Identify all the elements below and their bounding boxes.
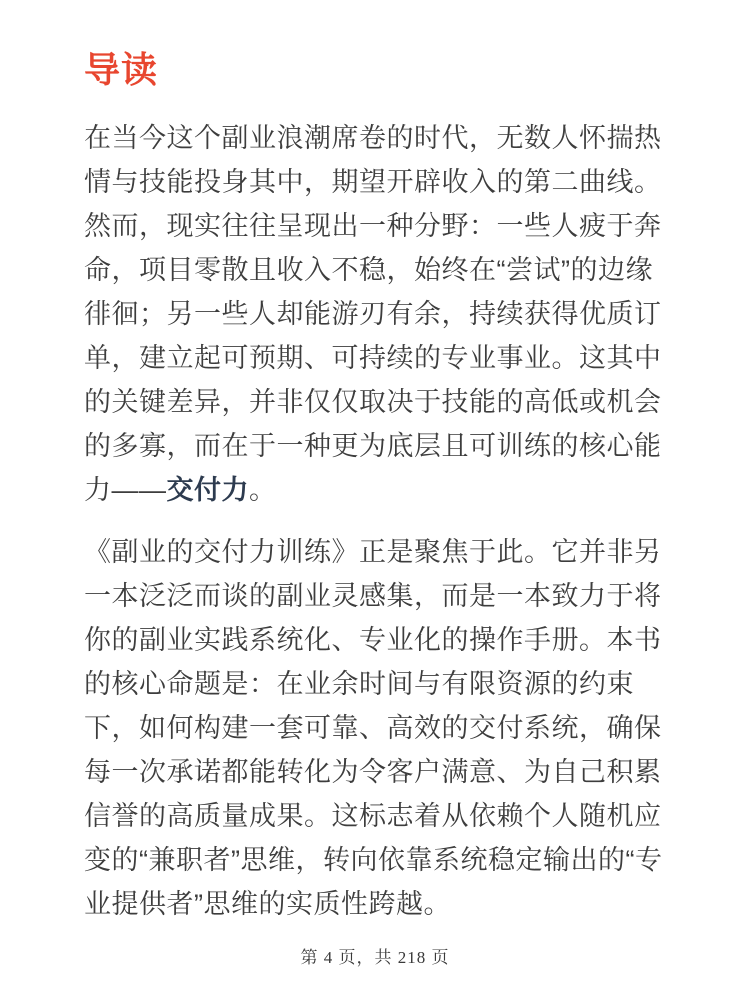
key-term-bold: 交付力: [166, 474, 249, 505]
paragraph-1-ending: 。: [249, 474, 277, 505]
page-title: 导读: [84, 49, 159, 90]
paragraph-1-text: 在当今这个副业浪潮席卷的时代，无数人怀揣热情与技能投身其中，期望开辟收入的第二曲线。然而，现实往往呈现出一种分野：一些人疲于奔命，项目零散且收入不稳，始终在“尝试”的边缘徘徊；另一些人却能游刃有余，持续获得优质订单，建立起可预期、可持续的专业事业。这其中的关键差异，并非仅仅取决于技能的高低或机会的多寡，而在于一种更为底层且可训练的核心能力——: [84, 122, 662, 505]
intro-paragraph-2: 《副业的交付力训练》正是聚焦于此。它并非另一本泛泛而谈的副业灵感集，而是一本致力于将你的副业实践系统化、专业化的操作手册。本书的核心命题是：在业余时间与有限资源的约束下，如何构建一套可靠、高效的交付系统，确保每一次承诺都能转化为令客户满意、为自己积累信誉的高质量成果。这标志着从依赖个人随机应变的“兼职者”思维，转向依靠系统稳定输出的“专业提供者”思维的实质性跨越。: [84, 536, 663, 919]
page-number-footer: 第 4 页，共 218 页: [300, 948, 450, 967]
intro-paragraph-1: [84, 116, 668, 512]
